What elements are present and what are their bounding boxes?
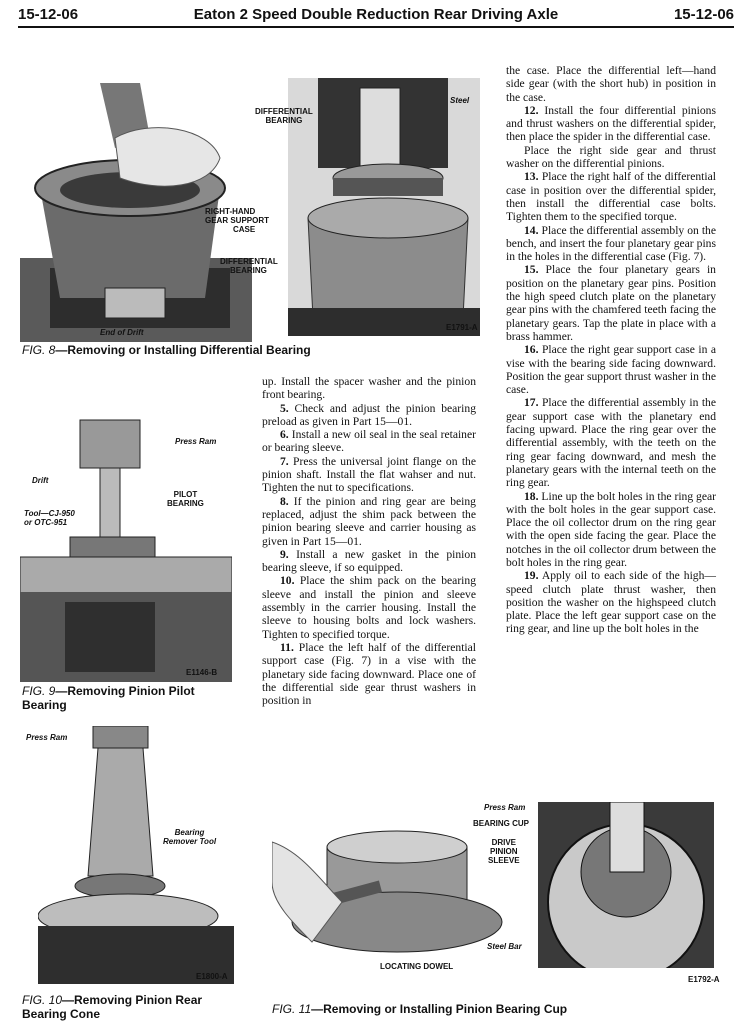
step-number: 15. xyxy=(524,263,539,277)
step-text: Place the right half of the differential case in position over the differential spider, then install the differential case bolts. Tighten them to the specified torque. xyxy=(506,170,716,224)
fig9-label-drift: Drift xyxy=(32,476,49,485)
caption-number: FIG. 9 xyxy=(22,684,56,698)
step-paragraph xyxy=(506,104,716,144)
step-paragraph xyxy=(262,375,476,402)
step-number: 5. xyxy=(280,401,289,415)
step-number: 9. xyxy=(280,547,289,561)
step-text: Install a new gasket in the pinion bearing sleeve, if so equipped. xyxy=(262,547,477,575)
step-text: Install the four differential pinions and thrust washers on the differential spider, then place the spider in the differential case. xyxy=(506,103,716,144)
fig11-code: E1792-A xyxy=(688,975,720,984)
fig9-photo xyxy=(20,412,232,682)
middle-text-column xyxy=(262,375,476,707)
step-text: Line up the bolt holes in the ring gear with the bolt holes in the gear support case. Place the oil collector drum on the ring gear with the open side facing the gear. Place the notches in the oil collector drum between the bolt holes in the ring gear. xyxy=(506,489,716,569)
fig8-label-differential-bearing-left xyxy=(220,257,278,275)
fig11-right-photo xyxy=(538,802,714,968)
fig9-code: E1146-B xyxy=(186,668,218,677)
step-number: 12. xyxy=(524,103,539,117)
label-line: or OTC-951 xyxy=(24,518,68,527)
step-text: Press the universal joint flange on the pinion shaft. Install the flat wahser and nut. Tighten the nut to specifications. xyxy=(262,454,476,495)
label-line: Tool—CJ-950 xyxy=(24,509,75,518)
fig8-right-photo xyxy=(288,78,480,336)
page-header xyxy=(18,6,734,26)
fig8-label-differential-bearing-right xyxy=(255,107,313,125)
step-paragraph xyxy=(506,490,716,570)
fig9-caption xyxy=(22,684,242,712)
fig11-caption xyxy=(272,1002,732,1016)
step-text: Place the differential assembly on the bench, and insert the four planetary gear pins in the holes in the differential case (Fig. 7). xyxy=(506,223,716,264)
step-paragraph xyxy=(506,144,716,171)
step-paragraph xyxy=(506,396,716,489)
step-text: Place the four planetary gears in position on the planetary gear pins. Position the high speed clutch plate on the planetary gear pins with the chamfered teeth facing the planetary gears. Tap the plate in place with a brass hammer. xyxy=(506,263,716,343)
step-number: 7. xyxy=(280,454,289,468)
label-line: DIFFERENTIAL xyxy=(255,107,313,116)
header-rule xyxy=(18,26,734,28)
step-number: 13. xyxy=(524,170,539,184)
label-line: BEARING xyxy=(265,116,303,125)
fig11-label-press-ram: Press Ram xyxy=(484,803,526,812)
step-number: 19. xyxy=(524,569,539,583)
step-paragraph xyxy=(506,224,716,264)
label-line: BEARING xyxy=(167,499,204,508)
page-number-right: 15-12-06 xyxy=(673,6,734,23)
step-paragraph xyxy=(262,548,476,575)
fig11-label-locating-dowel: LOCATING DOWEL xyxy=(380,962,454,971)
caption-number: FIG. 10 xyxy=(22,993,63,1007)
fig11-label-bearing-cup: BEARING CUP xyxy=(473,819,530,828)
label-line: BEARING xyxy=(230,266,267,275)
fig8-label-steel: Steel xyxy=(450,96,470,105)
right-text-column xyxy=(506,64,716,636)
fig8-caption xyxy=(22,343,482,357)
step-text: Apply oil to each side of the high—speed clutch plate thrust washer, then position the washer on the highspeed clutch plate. Place the left gear support case on the ring gear, and line up the bolt holes in the xyxy=(506,569,716,636)
fig11-label-steel-bar: Steel Bar xyxy=(487,942,522,951)
caption-text: —Removing Pinion Rear Bearing Cone xyxy=(22,993,203,1021)
step-paragraph xyxy=(262,641,476,707)
fig10-photo xyxy=(38,726,234,984)
step-number: 14. xyxy=(524,223,539,237)
page-title: Eaton 2 Speed Double Reduction Rear Driving Axle xyxy=(193,6,559,23)
label-line: DRIVE xyxy=(491,838,517,847)
fig11-label-drive-pinion-sleeve xyxy=(488,838,520,865)
caption-number: FIG. 11 xyxy=(272,1002,312,1016)
step-text: up. Install the spacer washer and the pinion front bearing. xyxy=(262,375,476,402)
label-line: SLEEVE xyxy=(488,856,520,865)
step-paragraph xyxy=(506,170,716,223)
step-text: Place the right gear support case in a vise with the bearing side facing downward. Position the gear support thrust washer in the case. xyxy=(506,343,716,397)
fig8-label-gear-support-case xyxy=(205,207,269,234)
fig11-left-photo xyxy=(272,822,516,968)
step-paragraph xyxy=(506,64,716,104)
step-text: the case. Place the differential left—hand side gear (with the short hub) in position in the case. xyxy=(506,64,716,104)
fig9-label-pilot-bearing xyxy=(167,490,204,508)
fig10-code: E1800-A xyxy=(196,972,228,981)
step-number: 16. xyxy=(524,343,539,357)
step-paragraph xyxy=(506,263,716,343)
step-text: Place the left half of the differential support case (Fig. 7) in a vise with the planetary side facing downward. Place one of the differential side gear thrust washers in position in xyxy=(262,640,476,708)
step-paragraph xyxy=(262,402,476,429)
page-number-left: 15-12-06 xyxy=(18,6,79,23)
step-paragraph xyxy=(506,569,716,635)
step-text: Install a new oil seal in the seal retainer or bearing sleeve. xyxy=(262,428,476,455)
step-number: 8. xyxy=(280,494,289,508)
fig10-label-press-ram: Press Ram xyxy=(26,733,68,742)
fig9-label-tool xyxy=(24,509,75,527)
label-line: DIFFERENTIAL xyxy=(220,257,278,266)
step-number: 6. xyxy=(280,428,289,442)
step-paragraph xyxy=(262,428,476,455)
fig10-caption xyxy=(22,993,242,1021)
step-number: 11. xyxy=(280,640,294,654)
step-number: 17. xyxy=(524,396,539,410)
caption-number: FIG. 8 xyxy=(22,343,56,357)
label-line: PINION xyxy=(490,847,518,856)
fig8-code: E1791-A xyxy=(446,323,478,332)
step-paragraph xyxy=(262,495,476,548)
step-paragraph xyxy=(506,343,716,396)
label-line: PILOT xyxy=(173,490,198,499)
label-line: CASE xyxy=(233,225,256,234)
caption-text: —Removing or Installing Pinion Bearing Cup xyxy=(311,1002,568,1016)
label-line: GEAR SUPPORT xyxy=(205,216,270,225)
step-text: Check and adjust the pinion bearing preload as given in Part 15—01. xyxy=(262,401,476,428)
step-text: If the pinion and ring gear are being replaced, adjust the shim pack between the pinion bearing sleeve and carrier housing as given in Part 15—01. xyxy=(262,494,476,548)
caption-text: —Removing or Installing Differential Bearing xyxy=(55,343,311,357)
step-text: Place the shim pack on the bearing sleeve and install the pinion and sleeve assembly in the carrier housing. Install the sleeve to housing bolts and lock washers. Tighten to specified torque. xyxy=(262,574,476,641)
step-paragraph xyxy=(262,574,476,640)
label-line: RIGHT-HAND xyxy=(205,207,256,216)
step-paragraph xyxy=(262,455,476,495)
fig8-label-end-of-drift: End of Drift xyxy=(100,328,144,337)
step-text: Place the right side gear and thrust washer on the differential pinions. xyxy=(506,143,716,171)
fig9-label-press-ram: Press Ram xyxy=(175,437,217,446)
label-line: Bearing xyxy=(174,828,205,837)
label-line: Remover Tool xyxy=(163,837,217,846)
caption-text: —Removing Pinion Pilot Bearing xyxy=(22,684,195,712)
fig10-label-bearing-remover-tool xyxy=(163,828,216,846)
step-number: 10. xyxy=(280,574,295,588)
step-text: Place the differential assembly in the gear support case with the planetary end facing upward. Place the ring gear over the differential assembly, with the teeth on the ring gear facing downward, and mesh the planetary gears with the internal teeth on the ring gear. xyxy=(506,396,716,490)
step-number: 18. xyxy=(524,489,539,503)
